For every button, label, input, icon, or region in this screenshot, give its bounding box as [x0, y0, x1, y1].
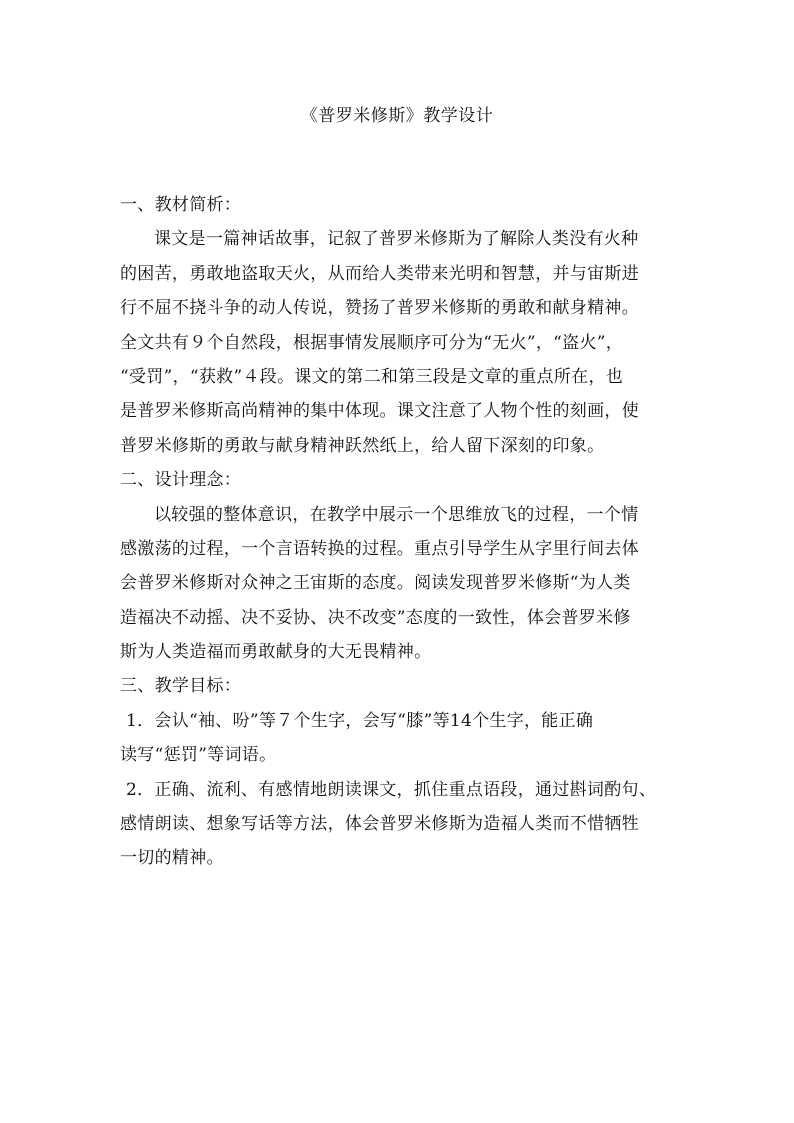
- goal-1-line-2: 读写“惩罚”等词语。: [120, 745, 277, 766]
- section-1-line-3: 行不屈不挠斗争的动人传说，赞扬了普罗米修斯的勇敢和献身精神。: [120, 298, 639, 319]
- goal-2-line-2: 感情朗读、想象写话等方法，体会普罗米修斯为造福人类而不惜牺牲: [120, 814, 639, 835]
- section-1-line-4: 全文共有９个自然段，根据事情发展顺序可分为“无火”，“盗火”，: [120, 332, 624, 353]
- section-2-line-4: 造福决不动摇、决不妥协、决不改变”态度的一致性，体会普罗米修: [120, 607, 631, 628]
- section-heading-1: 一、教材简析：: [120, 195, 242, 215]
- section-1-line-7: 普罗米修斯的勇敢与献身精神跃然纸上，给人留下深刻的印象。: [120, 435, 605, 456]
- section-2-line-5: 斯为人类造福而勇敢献身的大无畏精神。: [120, 642, 432, 663]
- section-1-line-1: 课文是一篇神话故事，记叙了普罗米修斯为了解除人类没有火种: [154, 229, 639, 250]
- section-1-line-6: 是普罗米修斯高尚精神的集中体现。课文注意了人物个性的刻画，使: [120, 401, 639, 422]
- goal-2-line-3: 一切的精神。: [120, 848, 224, 869]
- section-1-line-5: “受罚”，“获救”４段。课文的第二和第三段是文章的重点所在，也: [120, 366, 624, 387]
- section-1-line-2: 的困苦，勇敢地盗取天火，从而给人类带来光明和智慧，并与宙斯进: [120, 263, 639, 284]
- document-title: 《普罗米修斯》教学设计: [300, 106, 494, 126]
- section-2-line-2: 感激荡的过程，一个言语转换的过程。重点引导学生从字里行间去体: [120, 538, 639, 559]
- section-heading-3: 三、教学目标：: [120, 676, 242, 697]
- section-2-line-3: 会普罗米修斯对众神之王宙斯的态度。阅读发现普罗米修斯“为人类: [120, 573, 631, 594]
- document-body: [120, 188, 676, 876]
- section-heading-2: 二、设计理念：: [120, 470, 242, 491]
- goal-2-line-1: 2．正确、流利、有感情地朗读课文，抓住重点语段，通过斟词酌句、: [126, 779, 657, 800]
- goal-1-line-1: 1．会认“袖、吩”等７个生字，会写“膝”等14个生字，能正确: [126, 710, 594, 731]
- section-2-line-1: 以较强的整体意识，在教学中展示一个思维放飞的过程，一个情: [154, 504, 639, 525]
